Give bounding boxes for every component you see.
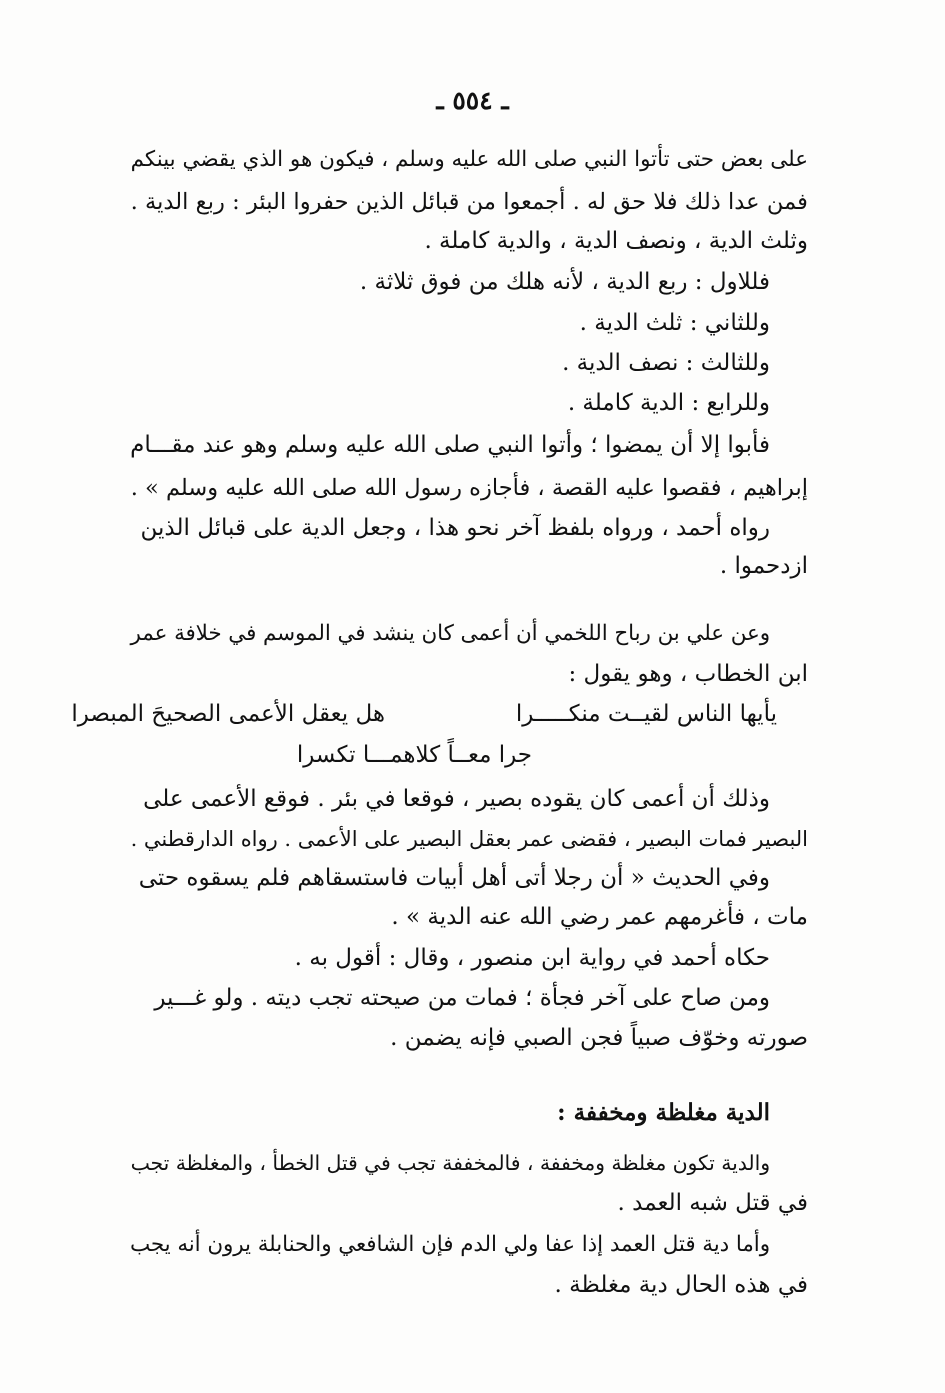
text-line: وعن علي بن رباح اللخمي أن أعمى كان ينشد في الموسم في خلافة عمر (130, 621, 770, 646)
page-number: ـ ٥٥٤ ـ (436, 86, 509, 115)
text-line: إبراهيم ، فقصوا عليه القصة ، فأجازه رسول الله صلى الله عليه وسلم » . (130, 475, 808, 501)
text-line: وثلث الدية ، ونصف الدية ، والدية كاملة . (424, 228, 808, 254)
text-line: ازدحموا . (719, 553, 808, 579)
text-line: صورته وخوّف صبياً فجن الصبي فإنه يضمن . (390, 1025, 808, 1051)
poem-hemistich-third: جرا معــاً كلاهمـــا تكسرا (296, 742, 532, 768)
poem-hemistich-second: هل يعقل الأعمى الصحيحَ المبصرا (71, 701, 385, 727)
text-line: فللاول : ربع الدية ، لأنه هلك من فوق ثلاثة . (359, 269, 770, 295)
text-line: رواه أحمد ، ورواه بلفظ آخر نحو هذا ، وجعل الدية على قبائل الذين (140, 515, 770, 541)
section-heading: الدية مغلظة ومخففة : (557, 1099, 770, 1126)
text-line: وللثاني : ثلث الدية . (579, 310, 770, 336)
text-line: وذلك أن أعمى كان يقوده بصير ، فوقعا في بئر . فوقع الأعمى على (143, 786, 770, 812)
poem-hemistich-first: يأيها الناس لقيــت منكـــــرا (515, 701, 777, 727)
text-line: ومن صاح على آخر فجأة ؛ فمات من صيحته تجب ديته . ولو غـــير (154, 985, 770, 1011)
text-line: ابن الخطاب ، وهو يقول : (568, 661, 808, 687)
text-line: على بعض حتى تأتوا النبي صلى الله عليه وسلم ، فيكون هو الذي يقضي بينكم (130, 147, 808, 172)
text-line: وللثالث : نصف الدية . (562, 350, 770, 376)
text-line: والدية تكون مغلظة ومخففة ، فالمخففة تجب في قتل الخطأ ، والمغلظة تجب (130, 1151, 770, 1175)
text-line: وفي الحديث « أن رجلا أتى أهل أبيات فاستسقاهم فلم يسقوه حتى (138, 865, 770, 891)
text-line: في قتل شبه العمد . (617, 1190, 808, 1216)
text-line: حكاه أحمد في رواية ابن منصور ، وقال : أقول به . (294, 945, 770, 971)
text-line: وللرابع : الدية كاملة . (567, 390, 770, 416)
text-line: في هذه الحال دية مغلظة . (554, 1272, 808, 1298)
text-line: مات ، فأغرمهم عمر رضي الله عنه الدية » . (391, 904, 808, 930)
text-line: فأبوا إلا أن يمضوا ؛ وأتوا النبي صلى الله عليه وسلم وهو عند مقـــام (130, 432, 770, 458)
text-line: فمن عدا ذلك فلا حق له . أجمعوا من قبائل الذين حفروا البئر : ربع الدية . (130, 189, 808, 215)
text-line: البصير فمات البصير ، فقضى عمر بعقل البصير على الأعمى . رواه الدارقطني . (130, 827, 808, 851)
text-line: وأما دية قتل العمد إذا عفا ولي الدم فإن الشافعي والحنابلة يرون أنه يجب (129, 1232, 770, 1257)
